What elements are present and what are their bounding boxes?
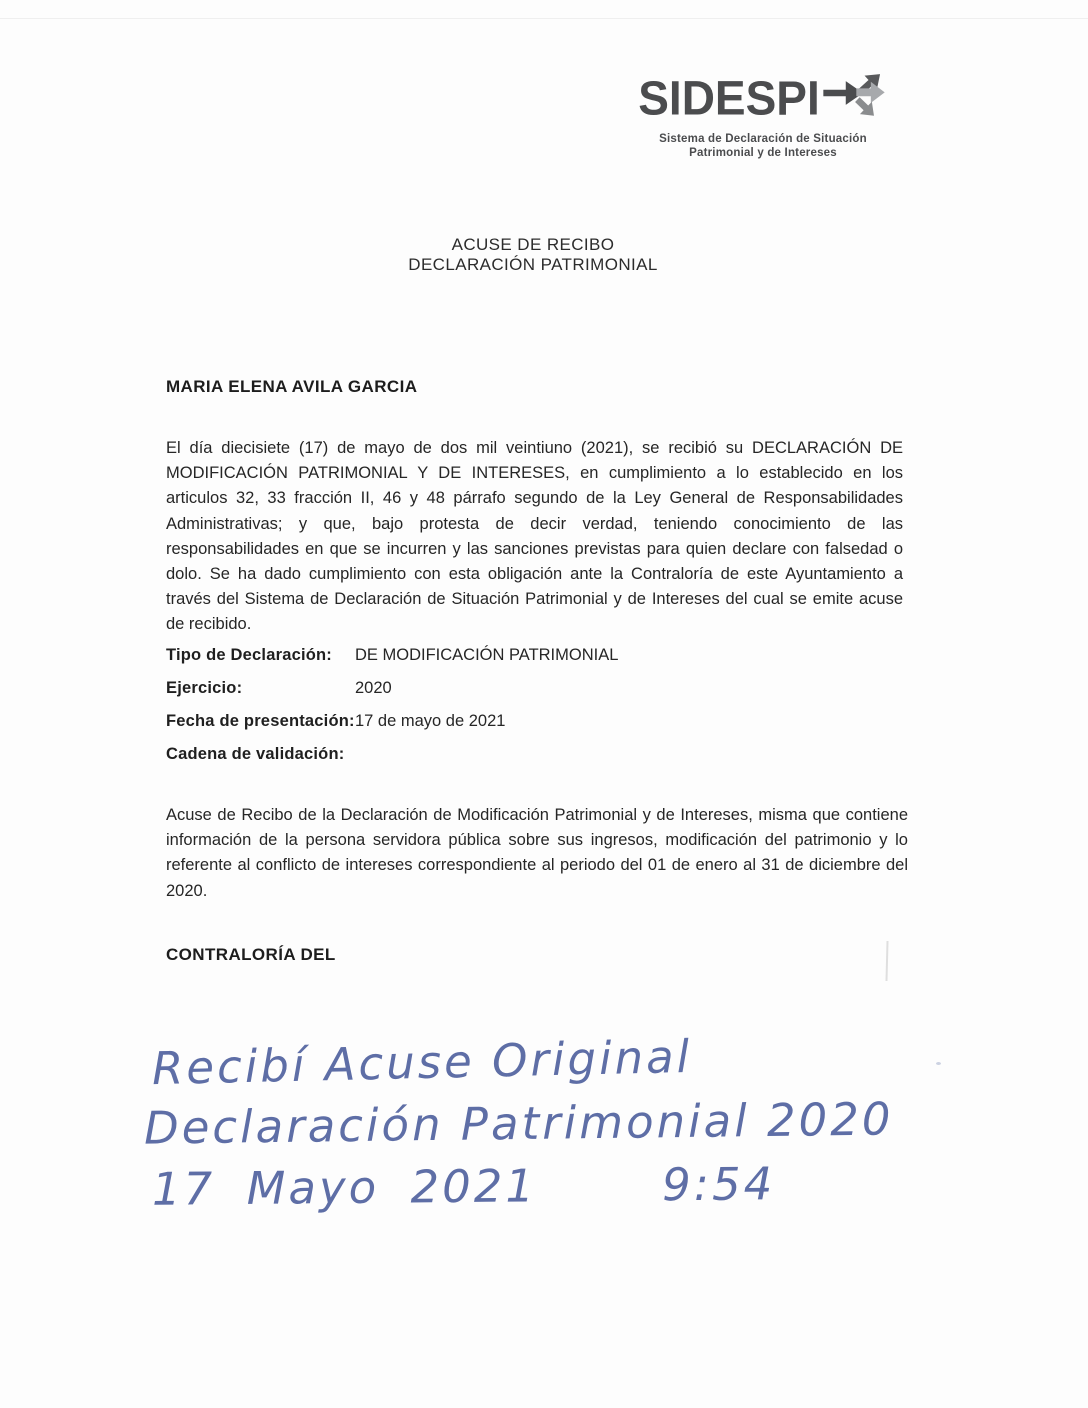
- paragraph-summary: Acuse de Recibo de la Declaración de Modificación Patrimonial y de Intereses, misma que contiene información de la persona servidora pública sobre sus ingresos, modificación del patrimonio y lo referente al conflicto de intereses correspondiente al periodo del 01 de enero al 31 de diciembre del 2020.: [166, 806, 908, 900]
- logo-subtitle-line1: Sistema de Declaración de Situación: [659, 133, 867, 145]
- field-row-ejercicio: [166, 679, 618, 712]
- handwritten-note-line1: Recibí Acuse Original: [151, 1029, 693, 1096]
- logo-row: [638, 66, 888, 129]
- field-row-cadena-validacion: [166, 745, 618, 778]
- field-label: Fecha de presentación:: [166, 712, 355, 730]
- field-value: 2020: [355, 679, 392, 697]
- field-label: Tipo de Declaración:: [166, 646, 332, 664]
- field-row-fecha-presentacion: [166, 712, 618, 745]
- handwritten-note-line2: Declaración Patrimonial 2020: [143, 1092, 894, 1155]
- handwritten-note-line3: 17 Mayo 2021 9:54: [151, 1157, 776, 1216]
- scan-artifact-pen-mark: [885, 941, 888, 981]
- arrows-right-icon: [822, 62, 888, 129]
- contraloria-line: CONTRALORÍA DEL: [166, 945, 336, 964]
- document-title: [0, 235, 1066, 274]
- document-title-line2: DECLARACIÓN PATRIMONIAL: [408, 254, 658, 274]
- document-title-line1: ACUSE DE RECIBO: [451, 235, 615, 254]
- logo-wordmark: SIDESPI: [638, 70, 820, 125]
- paragraph-receipt-statement: El día diecisiete (17) de mayo de dos mil veintiuno (2021), se recibió su DECLARACIÓN DE MODIFICACIÓN PATRIMONIAL Y DE INTERESES, en cumplimiento a lo establecido en los articulos 32, 33 fracción II, 46 y 48 párrafo segundo de la Ley General de Responsabilidades Administrativas; y que, bajo protesta de decir verdad, teniendo conocimiento de las responsabilidades en que se incurren y las sanciones previstas para quien declare con falsedad o dolo. Se ha dado cumplimiento con esta obligación ante la Contraloría de este Ayuntamiento a través del Sistema de Declaración de Situación Patrimonial y de Intereses del cual se emite acuse de recibido.: [166, 439, 903, 634]
- declaration-fields: [166, 646, 618, 778]
- scan-artifact-dot: [936, 1062, 941, 1065]
- field-row-tipo-declaracion: [166, 646, 618, 679]
- field-value: 17 de mayo de 2021: [355, 712, 506, 730]
- field-label: Ejercicio:: [166, 679, 243, 697]
- logo-subtitle: [638, 132, 888, 160]
- field-label: Cadena de validación:: [166, 745, 345, 763]
- field-value: DE MODIFICACIÓN PATRIMONIAL: [355, 646, 619, 664]
- logo-subtitle-line2: Patrimonial y de Intereses: [689, 147, 837, 159]
- recipient-name: MARIA ELENA AVILA GARCIA: [166, 377, 418, 396]
- sidespi-logo: [638, 66, 888, 160]
- scan-artifact-line: [0, 18, 1088, 19]
